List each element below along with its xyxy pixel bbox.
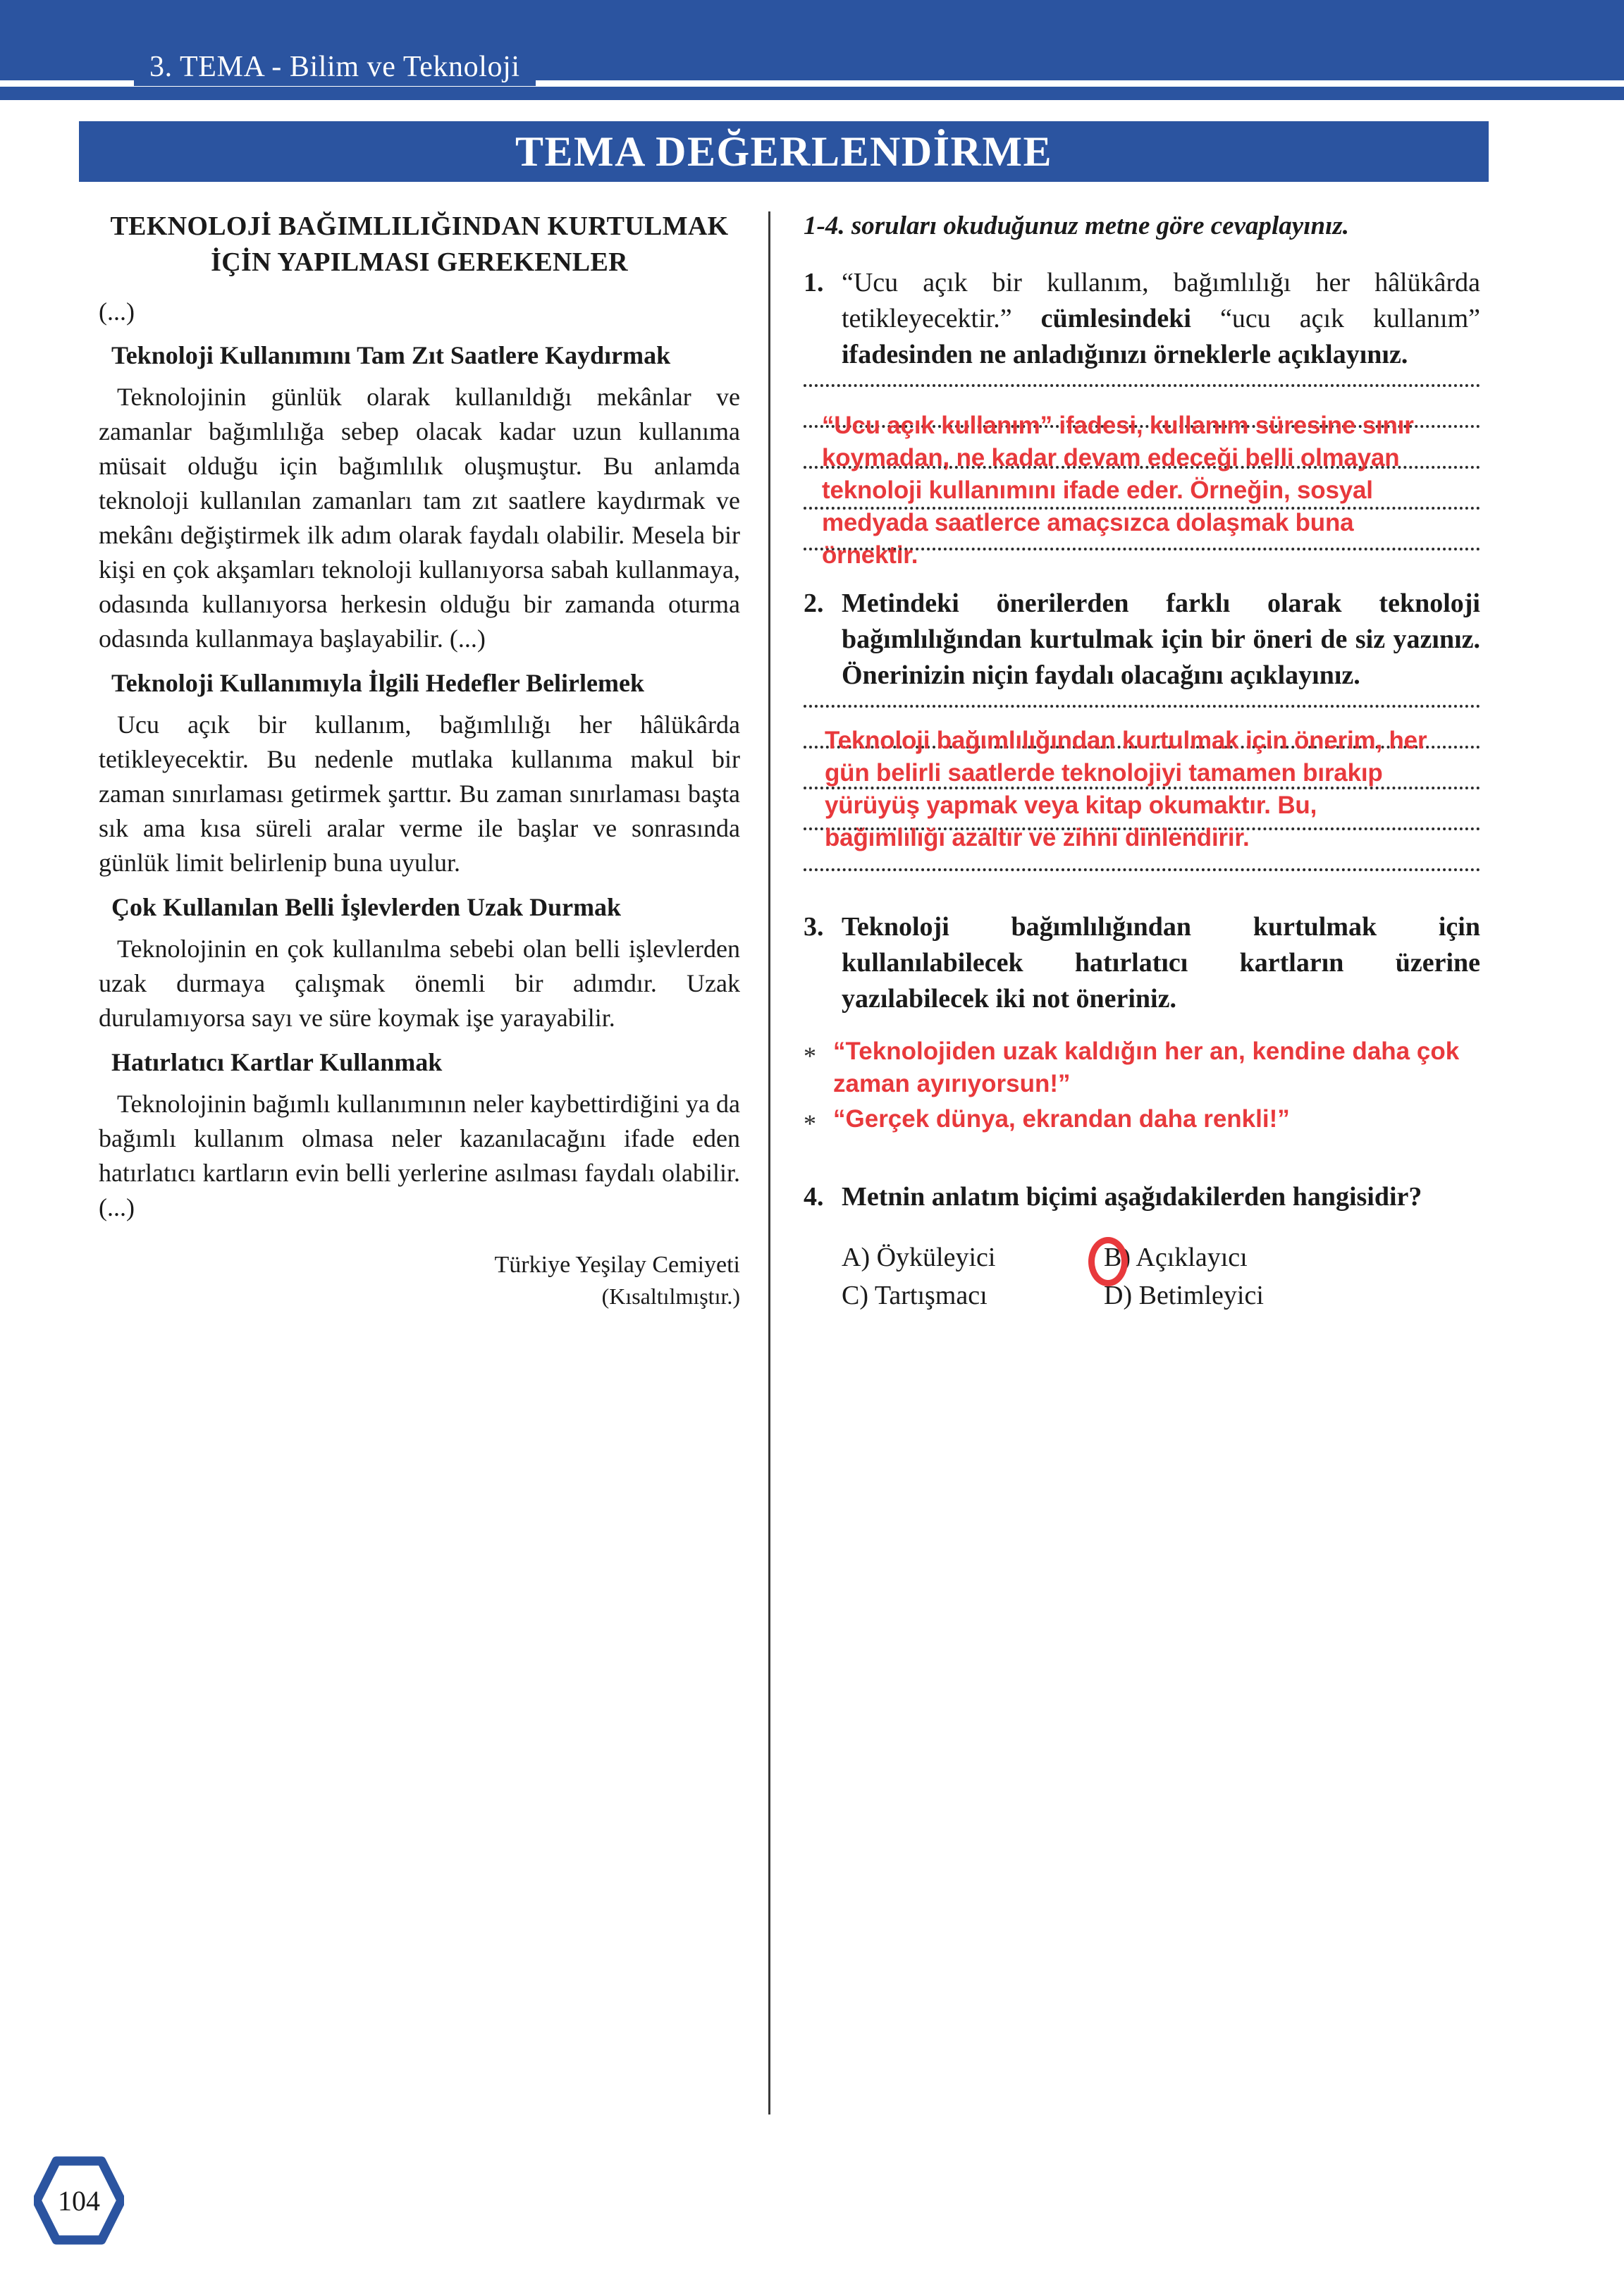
question-4-number: 4. [804,1182,824,1212]
question-2-answer-text: Teknoloji bağımlılığından kurtulmak için önerim, her gün belirli saatlerde teknolojiyi tamamen bırakıp yürüyüş yapmak veya kitap okumaktır. Bu, bağımlılığı azaltır ve zihni dinlendirir. [825,727,1427,851]
article-section-heading-4: Hatırlatıcı Kartlar Kullanmak [111,1048,443,1076]
option-b[interactable]: B) Açıklayıcı [1104,1243,1248,1272]
option-d[interactable]: D) Betimleyici [1104,1281,1264,1310]
question-3-text: Teknoloji bağımlılığından kurtulmak için kullanılabilecek hatırlatıcı kartların üzerine yazılabilecek iki not öneriniz. [842,912,1480,1014]
asterisk-icon: * [804,1042,816,1070]
article-source-note: (Kısaltılmıştır.) [601,1283,740,1309]
article-section-heading-2: Teknoloji Kullanımıyla İlgili Hedefler Belirlemek [111,669,644,697]
question-1-answer-area[interactable] [804,384,1480,569]
question-3-answer-text-1: “Teknolojiden uzak kaldığın her an, kendine daha çok zaman ayırıyorsun!” [833,1038,1460,1097]
question-3-number: 3. [804,912,824,942]
option-c[interactable]: C) Tartışmacı [842,1281,988,1310]
article-section-body-4: Teknolojinin bağımlı kullanımının neler kaybettirdiğini ya da bağımlı kullanım olmasa neler kazanılacağını ifade eden hatırlatıcı kartların evin belli yerlerine asılması faydalı olabilir. (...) [99,1090,740,1221]
question-1-text [842,265,1480,373]
section-banner [79,121,1489,182]
question-1-number: 1. [804,268,824,297]
answer-line[interactable] [804,868,1480,871]
question-1-quote-1: “Ucu açık bir kullanım, bağımlılığı her hâlükârda tetikleyecektir.” [842,268,1480,333]
question-4-options [842,1239,1476,1314]
article-section-heading-1: Teknoloji Kullanımını Tam Zıt Saatlere Kaydırmak [111,341,671,369]
article-ellipsis-open: (...) [99,297,135,326]
questions-column [804,209,1480,1324]
option-a[interactable]: A) Öyküleyici [842,1243,996,1272]
page-number-text: 104 [58,2184,100,2217]
question-2-text: Metindeki önerilerden farklı olarak teknoloji bağımlılığından kurtulmak için bir öneri de siz yazınız. Önerinizin niçin faydalı olacağını açıklayınız. [842,589,1480,690]
page-number-badge [34,2155,124,2246]
question-3-answer-item [804,1103,1480,1140]
reading-text-column [99,209,740,1312]
article-section-body-1: Teknolojinin günlük olarak kullanıldığı mekânlar ve zamanlar bağımlılığa sebep olacak kadar uzun kullanıma müsait olduğu için bağımlılık oluşmuştur. Bu anlamda teknoloji kullanılan zamanları tam zıt saatlere kaydırmak ve mekânı değiştirmek ilk adım olarak faydalı olabilir. Mesela bir kişi en çok akşamları teknoloji kullanıyorsa sabah kullanmaya, odasında kullanıyorsa herkesin olduğu bir zamanda oturma odasında kullanmaya başlayabilir. (...) [99,383,740,653]
theme-breadcrumb: 3. TEMA - Bilim ve Teknoloji [134,48,536,86]
question-3-answer-item [804,1035,1480,1100]
article-title: TEKNOLOJİ BAĞIMLILIĞINDAN KURTULMAK İÇİN YAPILMASI GEREKENLER [110,211,729,277]
article-source-name: Türkiye Yeşilay Cemiyeti [494,1252,740,1278]
banner-title: TEMA DEĞERLENDİRME [515,128,1053,175]
question-1-bold-2: ifadesinden ne anladığınızı örneklerle açıklayınız. [842,340,1408,369]
question-1 [804,265,1481,569]
article-section-body-3: Teknolojinin en çok kullanılma sebebi olan belli işlevlerden uzak durmaya çalışmak önemli bir adımdır. Uzak durulamıyorsa sayı ve süre koymak işe yarayabilir. [99,935,740,1032]
header-band-foot [0,87,1624,100]
question-1-bold-1: cümlesindeki [1040,304,1191,333]
question-4 [804,1179,1480,1314]
question-4-text: Metnin anlatım biçimi aşağıdakilerden hangisidir? [842,1182,1422,1212]
question-3-answer-area[interactable] [804,1035,1480,1140]
question-3 [804,909,1480,1140]
question-1-quote-2: “ucu açık kullanım” [1219,304,1481,333]
question-2-answer-area[interactable] [804,705,1480,871]
article-section-body-2: Ucu açık bir kullanım, bağımlılığı her hâlükârda tetikleyecektir. Bu nedenle mutlaka kullanıma makul bir zaman sınırlaması getirmek şarttır. Bu zaman sınırlaması başta sık ama kısa süreli aralar verme ile başlar ve sonrasında günlük limit belirlenip buna uyulur. [99,710,740,877]
article-section-heading-3: Çok Kullanılan Belli İşlevlerden Uzak Durmak [111,893,622,921]
column-divider [768,211,770,2114]
question-1-answer-text: “Ucu açık kullanım” ifadesi, kullanım süresine sınır koymadan, ne kadar devam edeceği belli olmayan teknoloji kullanımını ifade eder. Örneğin, sosyal medyada saatlerce amaçsızca dolaşmak buna örnektir. [822,412,1414,569]
question-2-number: 2. [804,589,824,618]
question-3-answer-text-2: “Gerçek dünya, ekrandan daha renkli!” [833,1105,1290,1133]
question-2 [804,586,1480,871]
asterisk-icon: * [804,1109,816,1138]
answer-line[interactable] [804,384,1480,387]
questions-instruction: 1-4. soruları okuduğunuz metne göre cevaplayınız. [804,211,1350,240]
answer-line[interactable] [804,705,1480,708]
